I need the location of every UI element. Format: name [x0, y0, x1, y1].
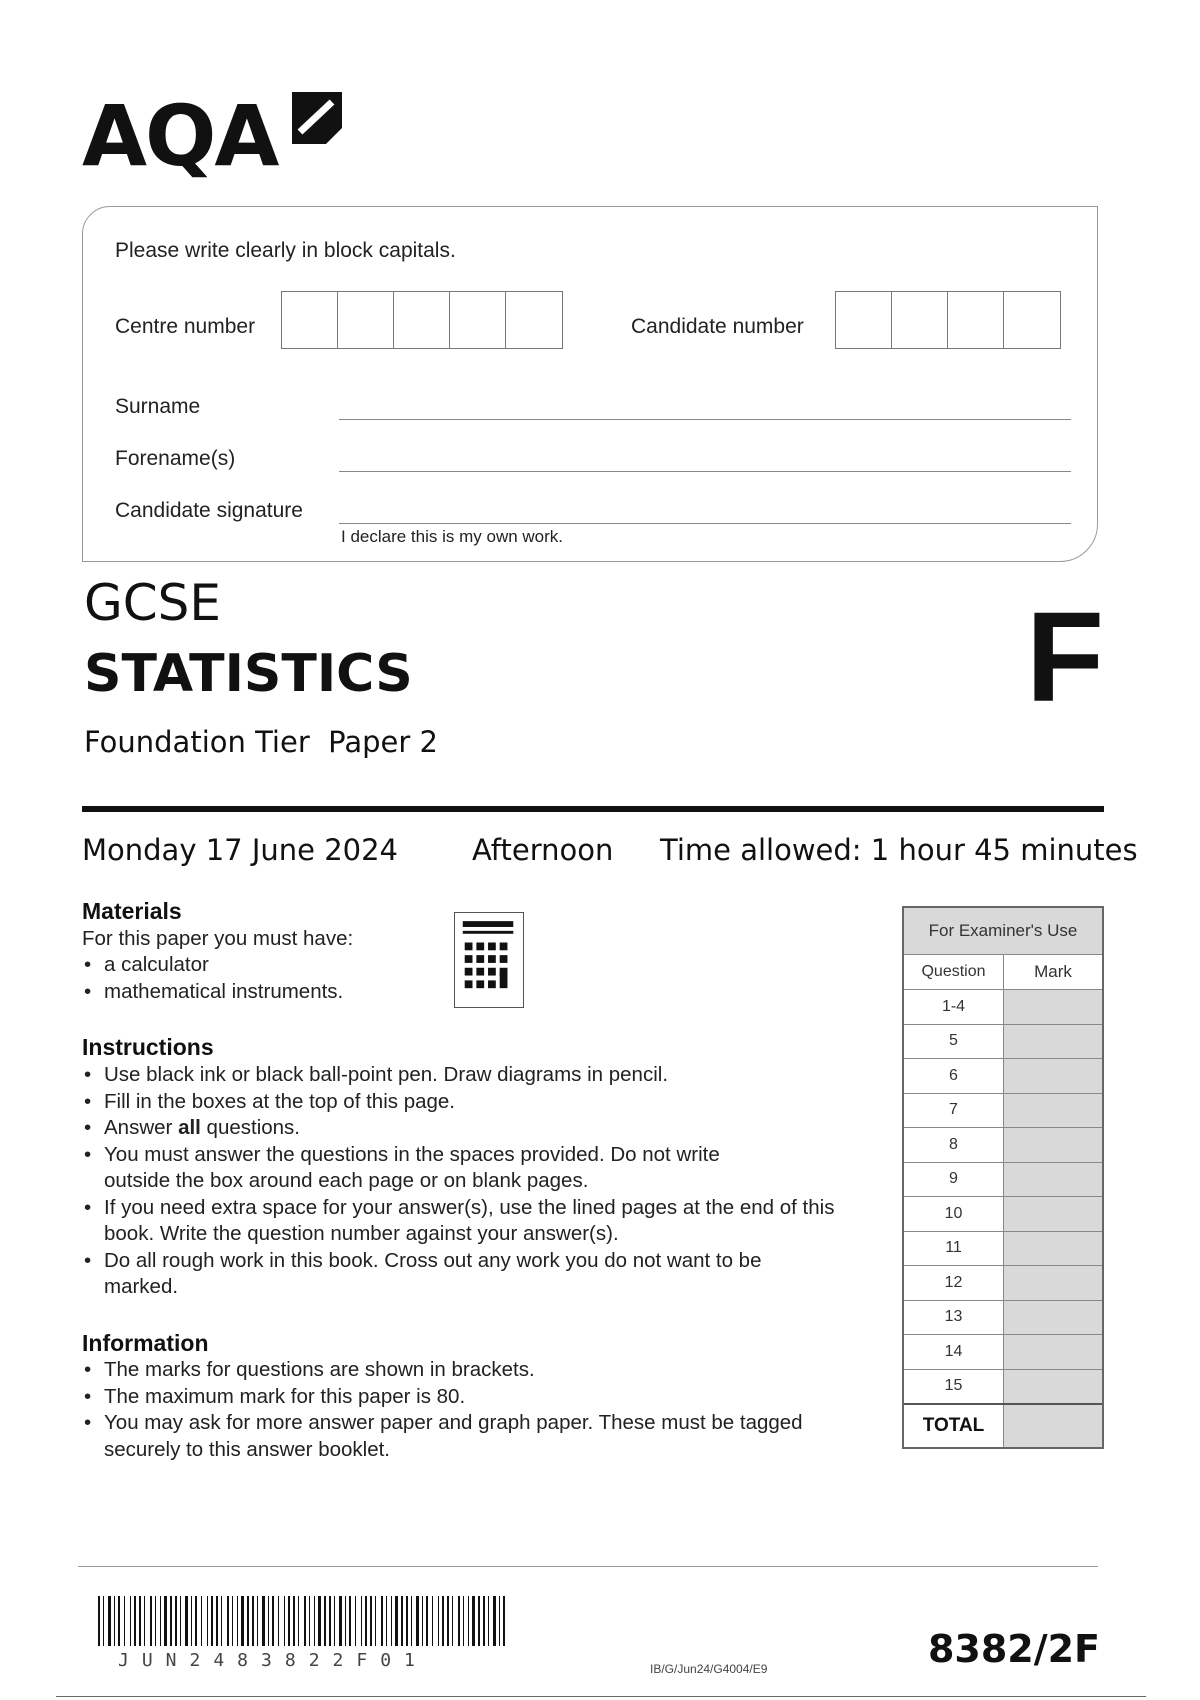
candidate-digit-box[interactable]: [892, 292, 948, 348]
tier-letter: F: [1025, 586, 1104, 729]
instructions-heading: Instructions: [82, 1034, 214, 1060]
signature-label: Candidate signature: [115, 499, 303, 522]
centre-number-boxes[interactable]: [281, 291, 563, 349]
aqa-logo: [82, 88, 352, 188]
title-rule: [82, 806, 1104, 812]
total-row: [904, 1403, 1102, 1447]
surname-label: Surname: [115, 395, 201, 418]
question-cell: 10: [904, 1197, 1004, 1231]
forename-label: Forename(s): [115, 447, 236, 470]
list-item: • You must answer the questions in the spaces provided. Do not write outside the box around each page or on blank pages.: [82, 1142, 784, 1195]
mark-cell: [1004, 1163, 1102, 1197]
question-cell: 12: [904, 1266, 1004, 1300]
list-item: • Use black ink or black ball-point pen. Draw diagrams in pencil.: [82, 1062, 872, 1089]
list-item: [82, 1115, 872, 1142]
list-item: • You may ask for more answer paper and graph paper. These must be tagged securely to this answer booklet.: [82, 1410, 824, 1463]
barcode-text: JUN2483822F01: [118, 1650, 428, 1671]
time-allowed: Time allowed: 1 hour 45 minutes: [660, 833, 1138, 867]
calculator-icon: [454, 912, 524, 1008]
paper-code: 8382/2F: [927, 1627, 1100, 1671]
table-row: [904, 1196, 1102, 1231]
logo-mark-icon: [286, 88, 348, 150]
mark-column-header: Mark: [1004, 955, 1102, 989]
document-reference: IB/G/Jun24/G4004/E9: [650, 1662, 768, 1676]
tier-paper: Foundation Tier Paper 2: [84, 725, 438, 759]
forename-line[interactable]: [339, 471, 1071, 472]
candidate-digit-box[interactable]: [836, 292, 892, 348]
question-cell: 5: [904, 1025, 1004, 1059]
list-item: • The marks for questions are shown in brackets.: [82, 1357, 822, 1384]
barcode: [98, 1596, 508, 1652]
mark-cell: [1004, 1335, 1102, 1369]
qualification-title: GCSE: [84, 574, 221, 632]
table-row: [904, 1265, 1102, 1300]
table-row: [904, 1127, 1102, 1162]
examiners-use-heading: For Examiner's Use: [904, 908, 1102, 954]
declaration-text: I declare this is my own work.: [341, 527, 564, 546]
materials-intro: For this paper you must have:: [82, 927, 354, 950]
list-item: • Fill in the boxes at the top of this page.: [82, 1089, 872, 1116]
instructions-list: [82, 1062, 872, 1301]
mark-cell: [1004, 990, 1102, 1024]
centre-number-label: Centre number: [115, 315, 256, 338]
exam-date: Monday 17 June 2024: [82, 833, 398, 867]
table-row: [904, 1334, 1102, 1369]
question-cell: 11: [904, 1232, 1004, 1266]
question-cell: 6: [904, 1059, 1004, 1093]
answer-all-suffix: questions.: [200, 1116, 301, 1139]
total-mark-cell: [1004, 1405, 1102, 1447]
table-row: [904, 1058, 1102, 1093]
candidate-number-label: Candidate number: [631, 315, 804, 338]
information-list: [82, 1357, 822, 1463]
question-cell: 9: [904, 1163, 1004, 1197]
logo-text: AQA: [82, 87, 278, 185]
total-label: TOTAL: [904, 1405, 1004, 1447]
candidate-digit-box[interactable]: [948, 292, 1004, 348]
table-header-row: [904, 954, 1102, 989]
list-item: • a calculator: [82, 952, 402, 979]
mark-cell: [1004, 1266, 1102, 1300]
centre-digit-box[interactable]: [506, 292, 562, 348]
materials-heading: Materials: [82, 898, 182, 924]
exam-session: Afternoon: [472, 833, 614, 867]
table-row: [904, 1369, 1102, 1404]
question-cell: 15: [904, 1370, 1004, 1404]
table-row: [904, 1093, 1102, 1128]
subject-title: STATISTICS: [84, 644, 413, 704]
surname-line[interactable]: [339, 419, 1071, 420]
signature-line[interactable]: [339, 523, 1071, 524]
list-item: • Do all rough work in this book. Cross out any work you do not want to be marked.: [82, 1248, 804, 1301]
question-cell: 13: [904, 1301, 1004, 1335]
centre-digit-box[interactable]: [394, 292, 450, 348]
mark-cell: [1004, 1232, 1102, 1266]
candidate-details-box: [82, 206, 1098, 562]
examiners-use-table: [902, 906, 1104, 1449]
footer-rule: [78, 1566, 1098, 1567]
list-item: • The maximum mark for this paper is 80.: [82, 1384, 822, 1411]
table-row: [904, 1024, 1102, 1059]
table-row: [904, 1231, 1102, 1266]
mark-cell: [1004, 1370, 1102, 1404]
mark-cell: [1004, 1128, 1102, 1162]
centre-digit-box[interactable]: [450, 292, 506, 348]
question-cell: 8: [904, 1128, 1004, 1162]
bottom-rule: [56, 1696, 1146, 1697]
answer-all-prefix: Answer: [104, 1116, 179, 1139]
mark-cell: [1004, 1301, 1102, 1335]
list-item: • If you need extra space for your answer(s), use the lined pages at the end of this book. Write the question number against your answer(s).: [82, 1195, 872, 1248]
list-item: • mathematical instruments.: [82, 979, 402, 1006]
question-cell: 7: [904, 1094, 1004, 1128]
mark-cell: [1004, 1094, 1102, 1128]
question-cell: 1-4: [904, 990, 1004, 1024]
question-column-header: Question: [904, 955, 1004, 989]
table-row: [904, 1162, 1102, 1197]
candidate-digit-box[interactable]: [1004, 292, 1060, 348]
centre-digit-box[interactable]: [338, 292, 394, 348]
mark-cell: [1004, 1197, 1102, 1231]
block-capitals-instruction: Please write clearly in block capitals.: [115, 239, 456, 262]
mark-cell: [1004, 1025, 1102, 1059]
table-row: [904, 1300, 1102, 1335]
question-cell: 14: [904, 1335, 1004, 1369]
table-row: [904, 989, 1102, 1024]
centre-digit-box[interactable]: [282, 292, 338, 348]
information-heading: Information: [82, 1330, 209, 1356]
materials-list: [82, 952, 402, 1005]
mark-cell: [1004, 1059, 1102, 1093]
answer-all-bold: all: [178, 1116, 201, 1139]
candidate-number-boxes[interactable]: [835, 291, 1061, 349]
